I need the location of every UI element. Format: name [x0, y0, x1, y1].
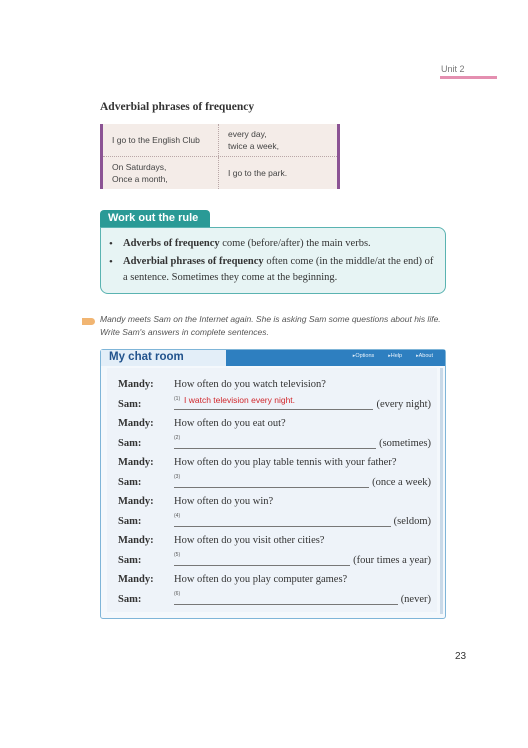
chat-question: How often do you play table tennis with your father?	[174, 457, 397, 468]
answer-input[interactable]	[174, 590, 398, 605]
phrase-cell-left	[103, 124, 219, 156]
answer-input[interactable]	[174, 434, 376, 449]
chat-nav	[353, 353, 433, 359]
page-number: 23	[455, 651, 467, 662]
speaker-sam: Sam:	[118, 476, 142, 488]
exercise-instructions: Mandy meets Sam on the Internet again. She is asking Sam some questions about his life. Write Sam's answers in complete sentences.	[100, 314, 441, 337]
speaker-sam: Sam:	[118, 554, 142, 566]
chat-question: How often do you play computer games?	[174, 574, 348, 585]
chat-question-line	[107, 371, 437, 390]
speaker-mandy: Mandy:	[118, 574, 154, 585]
phrase-text: I go to the park.	[228, 167, 288, 178]
answer-input[interactable]	[174, 551, 350, 566]
answer-input[interactable]	[174, 395, 373, 410]
phrase-text: every day,	[228, 128, 267, 139]
rule-body: often come (in the middle/at the end) of a sentence. Sometimes they come at the beginning.	[123, 256, 434, 283]
answer-hint: (four times a year)	[353, 554, 431, 566]
speaker-mandy: Mandy:	[118, 379, 154, 390]
speaker-sam: Sam:	[118, 437, 142, 449]
phrase-cell-left	[103, 157, 219, 190]
chat-room-window	[100, 349, 446, 619]
phrase-row	[103, 124, 337, 157]
speaker-mandy: Mandy:	[118, 457, 154, 468]
speaker-sam: Sam:	[118, 398, 142, 410]
unit-label: Unit 2	[441, 64, 465, 74]
answer-input[interactable]	[174, 473, 369, 488]
speaker-mandy: Mandy:	[118, 535, 154, 546]
chat-answer-line	[107, 586, 437, 605]
chat-question-line	[107, 527, 437, 546]
answer-wrap	[174, 434, 437, 449]
speaker-mandy: Mandy:	[118, 418, 154, 429]
answer-wrap	[174, 473, 437, 488]
rule-item	[109, 254, 435, 286]
phrase-text: twice a week,	[228, 140, 280, 151]
rule-tab-label: Work out the rule	[108, 212, 199, 224]
section-title: Adverbial phrases of frequency	[100, 101, 255, 113]
answer-hint: (never)	[400, 593, 431, 605]
chat-content	[107, 368, 437, 612]
rule-box	[100, 227, 446, 294]
answer-number: (4)	[174, 512, 181, 519]
answer-wrap	[174, 590, 437, 605]
answer-wrap	[174, 551, 437, 566]
phrase-row	[103, 157, 337, 190]
chat-nav-help[interactable]: ▸ Help	[388, 353, 402, 359]
answer-text: I watch television every night.	[184, 394, 296, 405]
chat-question: How often do you watch television?	[174, 379, 326, 390]
chat-title-tab	[101, 350, 226, 366]
rule-item	[109, 236, 435, 252]
chat-answer-line	[107, 547, 437, 566]
chat-title: My chat room	[109, 351, 184, 363]
answer-number: (2)	[174, 434, 181, 441]
rule-body: come (before/after) the main verbs.	[219, 238, 371, 249]
chat-answer-line	[107, 469, 437, 488]
chat-header	[101, 350, 445, 366]
rule-keyword: Adverbial phrases of frequency	[123, 256, 264, 267]
chat-question: How often do you eat out?	[174, 418, 286, 429]
answer-hint: (sometimes)	[379, 437, 431, 449]
phrase-text: I go to the English Club	[112, 134, 200, 145]
rule-text	[123, 236, 371, 252]
bullet-icon: •	[109, 238, 113, 250]
answer-hint: (seldom)	[393, 515, 431, 527]
instruction-marker-icon	[82, 318, 95, 325]
chat-answer-line	[107, 430, 437, 449]
chat-question: How often do you win?	[174, 496, 274, 507]
bullet-icon: •	[109, 256, 113, 268]
chat-question-line	[107, 449, 437, 468]
speaker-sam: Sam:	[118, 593, 142, 605]
phrase-text: On Saturdays,	[112, 161, 167, 172]
rule-keyword: Adverbs of frequency	[123, 238, 220, 249]
chat-nav-options[interactable]: ▸ Options	[353, 353, 374, 359]
answer-number: (1)	[174, 395, 181, 402]
answer-hint: (once a week)	[372, 476, 431, 488]
answer-wrap	[174, 395, 437, 410]
phrase-table	[100, 124, 340, 189]
chat-question-line	[107, 566, 437, 585]
chat-nav-about[interactable]: ▸ About	[416, 353, 433, 359]
answer-hint: (every night)	[376, 398, 431, 410]
answer-input[interactable]	[174, 512, 391, 527]
chat-answer-line	[107, 508, 437, 527]
unit-underline	[440, 76, 497, 79]
rule-text	[123, 254, 435, 286]
chat-scrollbar[interactable]	[440, 368, 443, 614]
chat-answer-line	[107, 391, 437, 410]
answer-number: (6)	[174, 590, 181, 597]
chat-question-line	[107, 410, 437, 429]
chat-question: How often do you visit other cities?	[174, 535, 325, 546]
phrase-cell-right	[219, 157, 337, 190]
speaker-mandy: Mandy:	[118, 496, 154, 507]
phrase-cell-right	[219, 124, 337, 156]
phrase-text: Once a month,	[112, 173, 168, 184]
chat-question-line	[107, 488, 437, 507]
speaker-sam: Sam:	[118, 515, 142, 527]
answer-wrap	[174, 512, 437, 527]
answer-number: (3)	[174, 473, 181, 480]
answer-number: (5)	[174, 551, 181, 558]
